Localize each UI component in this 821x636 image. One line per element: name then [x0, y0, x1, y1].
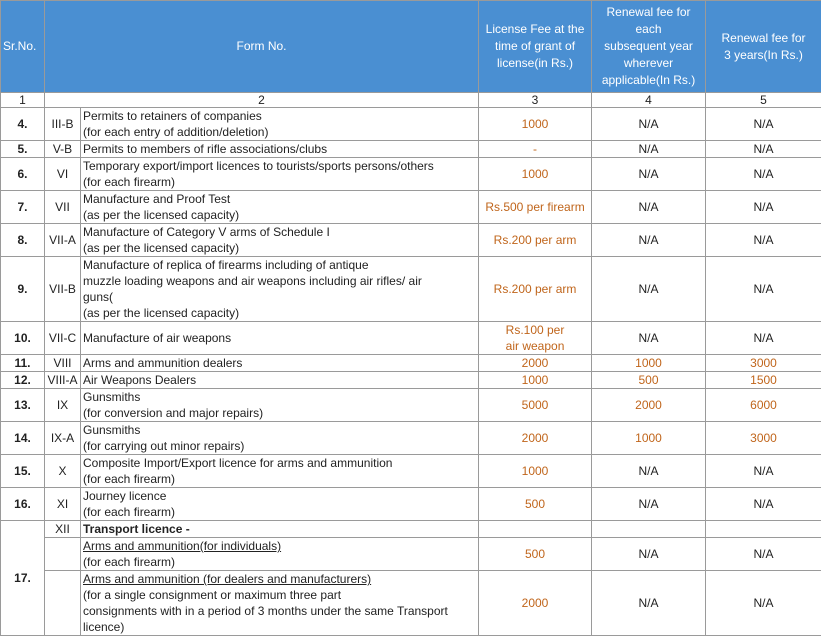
table-row	[1, 322, 821, 355]
row-description: Arms and ammunition(for individuals) (for each firearm)	[81, 538, 479, 571]
row-license-fee: 500	[479, 538, 592, 571]
table-row	[1, 257, 821, 322]
row-renewal-3yrs: N/A	[706, 455, 821, 488]
col-num-5: 5	[706, 93, 821, 108]
empty-cell	[45, 571, 81, 636]
row-sr-no: 9.	[1, 257, 45, 322]
row-license-fee: -	[479, 141, 592, 158]
row-form-no: IX	[45, 389, 81, 422]
row-form-no: VII-A	[45, 224, 81, 257]
col-num-2: 2	[45, 93, 479, 108]
header-sr-no: Sr.No.	[1, 1, 45, 93]
row-form-no: X	[45, 455, 81, 488]
header-renewal-3-years: Renewal fee for 3 years(In Rs.)	[706, 1, 821, 93]
table-row	[1, 158, 821, 191]
row-license-fee: 1000	[479, 158, 592, 191]
row-description: Journey licence (for each firearm)	[81, 488, 479, 521]
row-renewal-fee: 1000	[592, 355, 706, 372]
table-row	[1, 521, 821, 538]
row-form-no: III-B	[45, 108, 81, 141]
row-description: Gunsmiths (for carrying out minor repairs)	[81, 422, 479, 455]
table-row	[1, 108, 821, 141]
row-description: Arms and ammunition (for dealers and manufacturers) (for a single consignment or maximum three part consignments with in a period of 3 months under the same Transport licence)	[81, 571, 479, 636]
row-renewal-3yrs: N/A	[706, 322, 821, 355]
table-row	[1, 389, 821, 422]
row-license-fee: Rs.500 per firearm	[479, 191, 592, 224]
row-renewal-3yrs: N/A	[706, 538, 821, 571]
row-description: Manufacture and Proof Test (as per the licensed capacity)	[81, 191, 479, 224]
row-description: Arms and ammunition dealers	[81, 355, 479, 372]
row-renewal-fee: N/A	[592, 322, 706, 355]
row-license-fee: Rs.200 per arm	[479, 257, 592, 322]
header-row	[1, 1, 821, 93]
row-renewal-3yrs: N/A	[706, 224, 821, 257]
row-renewal-3yrs: N/A	[706, 257, 821, 322]
header-license-fee: License Fee at the time of grant of license(in Rs.)	[479, 1, 592, 93]
row-description: Composite Import/Export licence for arms and ammunition (for each firearm)	[81, 455, 479, 488]
row-license-fee: 5000	[479, 389, 592, 422]
table-row	[1, 191, 821, 224]
row-renewal-3yrs: 3000	[706, 355, 821, 372]
row-form-no: VIII-A	[45, 372, 81, 389]
row-renewal-fee: N/A	[592, 108, 706, 141]
row-license-fee: 1000	[479, 108, 592, 141]
table-row	[1, 422, 821, 455]
row-renewal-3yrs: 3000	[706, 422, 821, 455]
col-num-4: 4	[592, 93, 706, 108]
row-form-no: XI	[45, 488, 81, 521]
row-sr-no: 10.	[1, 322, 45, 355]
row-form-no: VII-B	[45, 257, 81, 322]
col-num-1: 1	[1, 93, 45, 108]
row-sr-no: 5.	[1, 141, 45, 158]
row-sr-no: 7.	[1, 191, 45, 224]
row-sr-no: 6.	[1, 158, 45, 191]
row-renewal-fee: 2000	[592, 389, 706, 422]
empty-cell	[706, 521, 821, 538]
row-license-fee: 2000	[479, 571, 592, 636]
row-renewal-fee: 1000	[592, 422, 706, 455]
row-license-fee: 1000	[479, 372, 592, 389]
table-row	[1, 372, 821, 389]
row-license-fee: 500	[479, 488, 592, 521]
empty-cell	[45, 538, 81, 571]
row-form-no: IX-A	[45, 422, 81, 455]
row-renewal-fee: N/A	[592, 257, 706, 322]
row-description: Permits to retainers of companies (for each entry of addition/deletion)	[81, 108, 479, 141]
row-license-fee: 1000	[479, 455, 592, 488]
row-license-fee: 2000	[479, 355, 592, 372]
header-form-no: Form No.	[45, 1, 479, 93]
row-form-no: VIII	[45, 355, 81, 372]
row-renewal-fee: N/A	[592, 224, 706, 257]
row-renewal-fee: N/A	[592, 538, 706, 571]
row-form-no: VII	[45, 191, 81, 224]
row-license-fee: 2000	[479, 422, 592, 455]
row-sr-no: 13.	[1, 389, 45, 422]
row-description: Manufacture of replica of firearms including of antique muzzle loading weapons and air weapons including air rifles/ air guns( (as per the licensed capacity)	[81, 257, 479, 322]
row-sr-no: 15.	[1, 455, 45, 488]
column-number-row	[1, 93, 821, 108]
row-description: Air Weapons Dealers	[81, 372, 479, 389]
row-sr-no: 16.	[1, 488, 45, 521]
header-renewal-each-year: Renewal fee for each subsequent year wherever applicable(In Rs.)	[592, 1, 706, 93]
row-form-no: VII-C	[45, 322, 81, 355]
row-form-no: V-B	[45, 141, 81, 158]
row-renewal-3yrs: N/A	[706, 571, 821, 636]
row-renewal-3yrs: N/A	[706, 158, 821, 191]
row-sr-no: 4.	[1, 108, 45, 141]
table-row	[1, 355, 821, 372]
row-renewal-fee: N/A	[592, 455, 706, 488]
row-sr-no: 14.	[1, 422, 45, 455]
row-renewal-3yrs: N/A	[706, 141, 821, 158]
row-renewal-fee: N/A	[592, 571, 706, 636]
row-description: Manufacture of air weapons	[81, 322, 479, 355]
row-description: Permits to members of rifle associations/clubs	[81, 141, 479, 158]
row-sr-no: 12.	[1, 372, 45, 389]
empty-cell	[479, 521, 592, 538]
row-sr-no: 11.	[1, 355, 45, 372]
row-renewal-fee: N/A	[592, 141, 706, 158]
row-renewal-3yrs: 6000	[706, 389, 821, 422]
col-num-3: 3	[479, 93, 592, 108]
row-description: Temporary export/import licences to tourists/sports persons/others (for each firearm)	[81, 158, 479, 191]
row-renewal-3yrs: N/A	[706, 488, 821, 521]
row-renewal-fee: 500	[592, 372, 706, 389]
row-renewal-3yrs: 1500	[706, 372, 821, 389]
transport-licence-title: Transport licence -	[81, 521, 479, 538]
row-form-no: XII	[45, 521, 81, 538]
row-description: Gunsmiths (for conversion and major repairs)	[81, 389, 479, 422]
table-row	[1, 488, 821, 521]
table-row	[1, 455, 821, 488]
table-row	[1, 571, 821, 636]
row-description: Manufacture of Category V arms of Schedule I (as per the licensed capacity)	[81, 224, 479, 257]
row-form-no: VI	[45, 158, 81, 191]
table-row	[1, 538, 821, 571]
row-renewal-fee: N/A	[592, 158, 706, 191]
row-sr-no: 8.	[1, 224, 45, 257]
row-renewal-3yrs: N/A	[706, 108, 821, 141]
row-renewal-fee: N/A	[592, 191, 706, 224]
empty-cell	[592, 521, 706, 538]
table-row	[1, 141, 821, 158]
row-sr-no: 17.	[1, 521, 45, 636]
row-renewal-3yrs: N/A	[706, 191, 821, 224]
row-renewal-fee: N/A	[592, 488, 706, 521]
table-row	[1, 224, 821, 257]
row-license-fee: Rs.100 per air weapon	[479, 322, 592, 355]
row-license-fee: Rs.200 per arm	[479, 224, 592, 257]
